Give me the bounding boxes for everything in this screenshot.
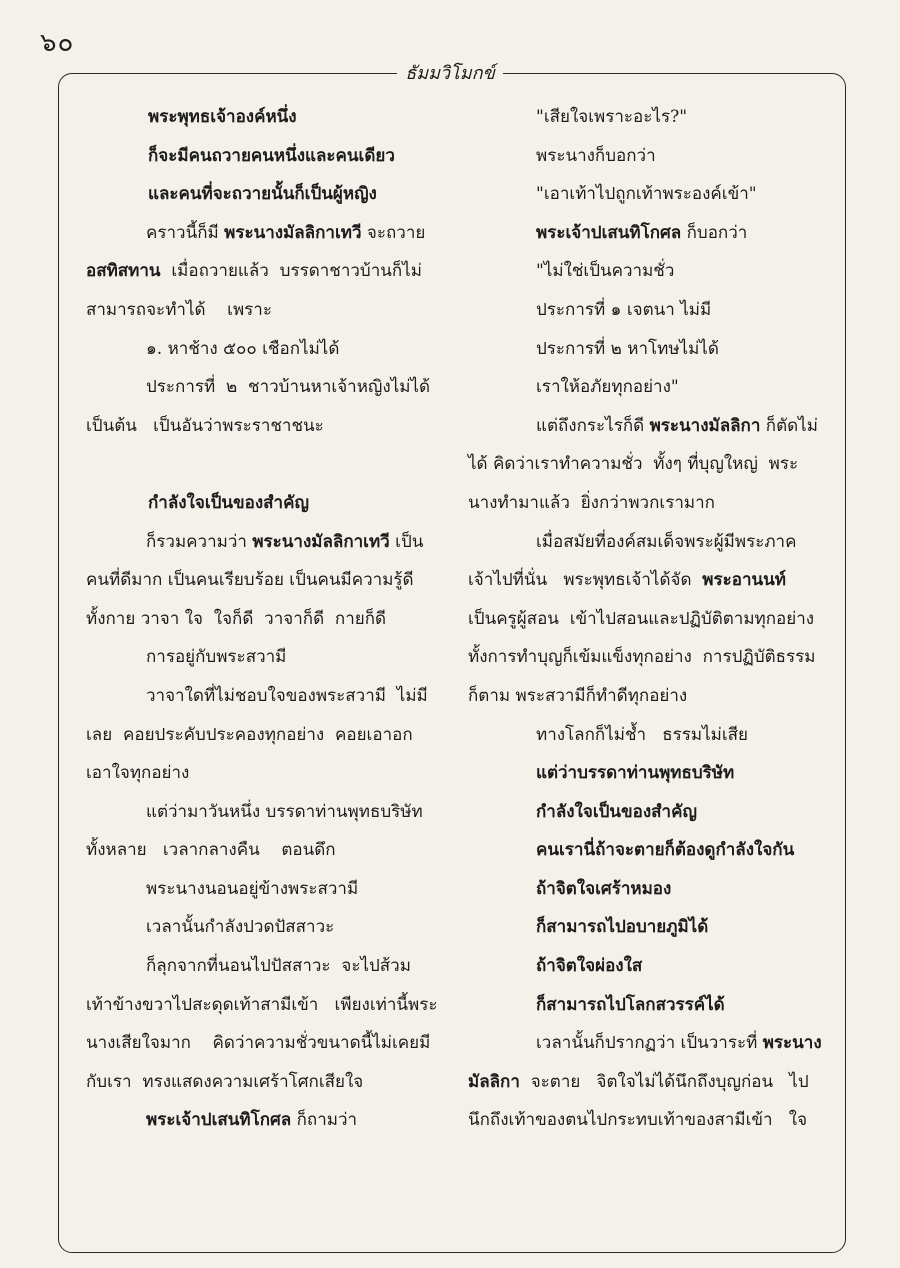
text-segment: จะตาย จิตใจไม่ได้นึกถึงบุญก่อน ไป	[519, 1071, 809, 1092]
text-line	[86, 137, 444, 176]
text-line	[468, 831, 830, 870]
text-segment: พระนางนอนอยู่ข้างพระสวามี	[146, 878, 359, 899]
bold-text: กำลังใจเป็นของสำคัญ	[148, 492, 309, 513]
text-line	[468, 484, 830, 523]
text-line	[86, 252, 444, 291]
text-line	[86, 677, 444, 716]
text-segment: ก็บอกว่า	[681, 222, 748, 243]
bold-text: พระนาง	[762, 1033, 822, 1054]
text-line	[468, 1063, 830, 1102]
text-segment: สามารถจะทำได้ เพราะ	[86, 299, 272, 320]
text-segment: เป็นครูผู้สอน เข้าไปสอนและปฏิบัติตามทุกอย่าง	[468, 608, 815, 629]
text-line	[86, 1063, 444, 1102]
right-column	[468, 98, 830, 1140]
text-line	[468, 98, 830, 137]
text-segment: ก็ตัดไม่	[760, 415, 818, 436]
text-segment: นางทำมาแล้ว ยิ่งกว่าพวกเรามาก	[468, 492, 715, 513]
bold-text: คนเรานี่ถ้าจะตายก็ต้องดูกำลังใจกัน	[536, 840, 795, 861]
text-line	[468, 600, 830, 639]
text-segment: คนที่ดีมาก เป็นคนเรียบร้อย เป็นคนมีความรู้ดี	[86, 570, 414, 591]
text-segment: เอาใจทุกอย่าง	[86, 763, 190, 784]
bold-text: ก็สามารถไปอบายภูมิได้	[536, 917, 709, 938]
text-line	[468, 870, 830, 909]
text-line	[86, 600, 444, 639]
text-line	[86, 716, 444, 755]
text-segment: เวลานั้นก็ปรากฏว่า เป็นวาระที่	[536, 1033, 763, 1054]
text-line	[468, 908, 830, 947]
text-segment: เลย คอยประคับประคองทุกอย่าง คอยเอาอก	[86, 724, 413, 745]
bold-text: ถ้าจิตใจผ่องใส	[536, 956, 643, 977]
text-segment: ก็ลุกจากที่นอนไปปัสสาวะ จะไปส้วม	[146, 956, 411, 977]
text-line	[468, 677, 830, 716]
text-segment: เมื่อถวายแล้ว บรรดาชาวบ้านก็ไม่	[160, 261, 422, 282]
text-segment: ๑. หาช้าง ๕๐๐ เชือกไม่ได้	[146, 338, 340, 359]
text-line	[86, 523, 444, 562]
text-segment: เมื่อสมัยที่องค์สมเด็จพระผู้มีพระภาค	[536, 531, 797, 552]
text-segment: คราวนี้ก็มี	[146, 222, 225, 243]
bold-text: และคนที่จะถวายนั้นก็เป็นผู้หญิง	[148, 184, 377, 205]
bold-text: พระอานนท์	[702, 570, 786, 591]
text-segment: เราให้อภัยทุกอย่าง"	[536, 377, 679, 398]
text-line	[468, 445, 830, 484]
text-segment: ก็ตาม พระสวามีก็ทำดีทุกอย่าง	[468, 685, 688, 706]
header-title: ธัมมวิโมกข์	[397, 58, 503, 87]
text-line	[468, 291, 830, 330]
text-line	[468, 407, 830, 446]
text-line	[86, 214, 444, 253]
text-line	[86, 368, 444, 407]
text-line	[468, 638, 830, 677]
bold-text: พระนางมัลลิกาเทวี	[224, 222, 362, 243]
bold-text: อสทิสทาน	[86, 261, 161, 282]
text-line	[86, 98, 444, 137]
text-segment: แต่ถึงกระไรก็ดี	[536, 415, 650, 436]
text-segment: ทางโลกก็ไม่ช้ำ ธรรมไม่เสีย	[536, 724, 748, 745]
bold-text: กำลังใจเป็นของสำคัญ	[536, 801, 697, 822]
text-segment: ทั้งหลาย เวลากลางคืน ตอนดึก	[86, 840, 336, 861]
bold-text: พระเจ้าปเสนทิโกศล	[146, 1110, 292, 1131]
text-segment: แต่ว่ามาวันหนึ่ง บรรดาท่านพุทธบริษัท	[146, 801, 423, 822]
text-line	[86, 1024, 444, 1063]
text-segment: "ไม่ใช่เป็นความชั่ว	[536, 261, 675, 282]
text-line	[86, 870, 444, 909]
text-segment: นางเสียใจมาก คิดว่าความชั่วขนาดนี้ไม่เคยมี	[86, 1033, 431, 1054]
text-segment: เจ้าไปที่นั่น พระพุทธเจ้าได้จัด	[468, 570, 703, 591]
text-line	[86, 986, 444, 1025]
text-line	[468, 793, 830, 832]
text-segment: ทั้งกาย วาจา ใจ ใจก็ดี วาจาก็ดี กายก็ดี	[86, 608, 387, 629]
text-segment: ประการที่ ๒ หาโทษไม่ได้	[536, 338, 719, 359]
text-line	[468, 716, 830, 755]
text-line	[468, 214, 830, 253]
text-segment: ประการที่ ๑ เจตนา ไม่มี	[536, 299, 712, 320]
text-segment: จะถวาย	[361, 222, 426, 243]
text-segment: นึกถึงเท้าของตนไปกระทบเท้าของสามีเข้า ใจ	[468, 1110, 808, 1131]
text-line	[86, 908, 444, 947]
text-line	[86, 175, 444, 214]
left-column	[86, 98, 444, 1140]
text-line	[468, 523, 830, 562]
text-line	[468, 754, 830, 793]
text-line	[86, 947, 444, 986]
text-line	[468, 137, 830, 176]
text-line	[468, 947, 830, 986]
text-segment: กับเรา ทรงแสดงความเศร้าโศกเสียใจ	[86, 1071, 364, 1092]
text-line	[86, 793, 444, 832]
text-line	[468, 1024, 830, 1063]
text-line	[468, 986, 830, 1025]
bold-text: พระนางมัลลิกาเทวี	[252, 531, 390, 552]
text-segment: เป็น	[389, 531, 424, 552]
text-segment: ทั้งการทำบุญก็เข้มแข็งทุกอย่าง การปฏิบัติธรรม	[468, 647, 816, 668]
text-segment: พระนางก็บอกว่า	[536, 145, 656, 166]
text-line	[468, 561, 830, 600]
text-line	[86, 638, 444, 677]
text-line	[86, 1101, 444, 1140]
text-segment: "เอาเท้าไปถูกเท้าพระองค์เข้า"	[536, 184, 757, 205]
bold-text: ถ้าจิตใจเศร้าหมอง	[536, 878, 672, 899]
text-line	[86, 561, 444, 600]
bold-text: พระนางมัลลิกา	[649, 415, 761, 436]
text-line	[468, 175, 830, 214]
bold-text: พระเจ้าปเสนทิโกศล	[536, 222, 682, 243]
text-segment: การอยู่กับพระสวามี	[146, 647, 287, 668]
text-line	[86, 445, 444, 484]
bold-text: แต่ว่าบรรดาท่านพุทธบริษัท	[536, 763, 735, 784]
text-segment: "เสียใจเพราะอะไร?"	[536, 107, 688, 127]
text-line	[468, 368, 830, 407]
text-segment: ก็รวมความว่า	[146, 531, 253, 552]
running-header	[0, 58, 900, 87]
text-segment: วาจาใดที่ไม่ชอบใจของพระสวามี ไม่มี	[146, 685, 428, 706]
text-line	[468, 252, 830, 291]
bold-text: ก็สามารถไปโลกสวรรค์ได้	[536, 994, 725, 1015]
text-line	[86, 291, 444, 330]
bold-text: มัลลิกา	[468, 1071, 520, 1092]
text-line	[86, 407, 444, 446]
text-segment: เวลานั้นกำลังปวดปัสสาวะ	[146, 917, 335, 938]
text-line	[86, 754, 444, 793]
text-line	[468, 1101, 830, 1140]
text-segment: เป็นต้น เป็นอันว่าพระราชาชนะ	[86, 415, 324, 436]
text-segment: ได้ คิดว่าเราทำความชั่ว ทั้งๆ ที่บุญใหญ่ พระ	[468, 454, 799, 475]
text-segment: เท้าข้างขวาไปสะดุดเท้าสามีเข้า เพียงเท่านี้พระ	[86, 994, 438, 1015]
text-segment: ก็ถามว่า	[291, 1110, 358, 1131]
bold-text: พระพุทธเจ้าองค์หนึ่ง	[148, 107, 297, 127]
text-line	[86, 330, 444, 369]
text-line	[468, 330, 830, 369]
text-line	[86, 484, 444, 523]
text-segment: ประการที่ ๒ ชาวบ้านหาเจ้าหญิงไม่ได้	[146, 377, 431, 398]
bold-text: ก็จะมีคนถวายคนหนึ่งและคนเดียว	[148, 145, 395, 166]
page-number: ๖๐	[40, 28, 75, 58]
text-line	[86, 831, 444, 870]
